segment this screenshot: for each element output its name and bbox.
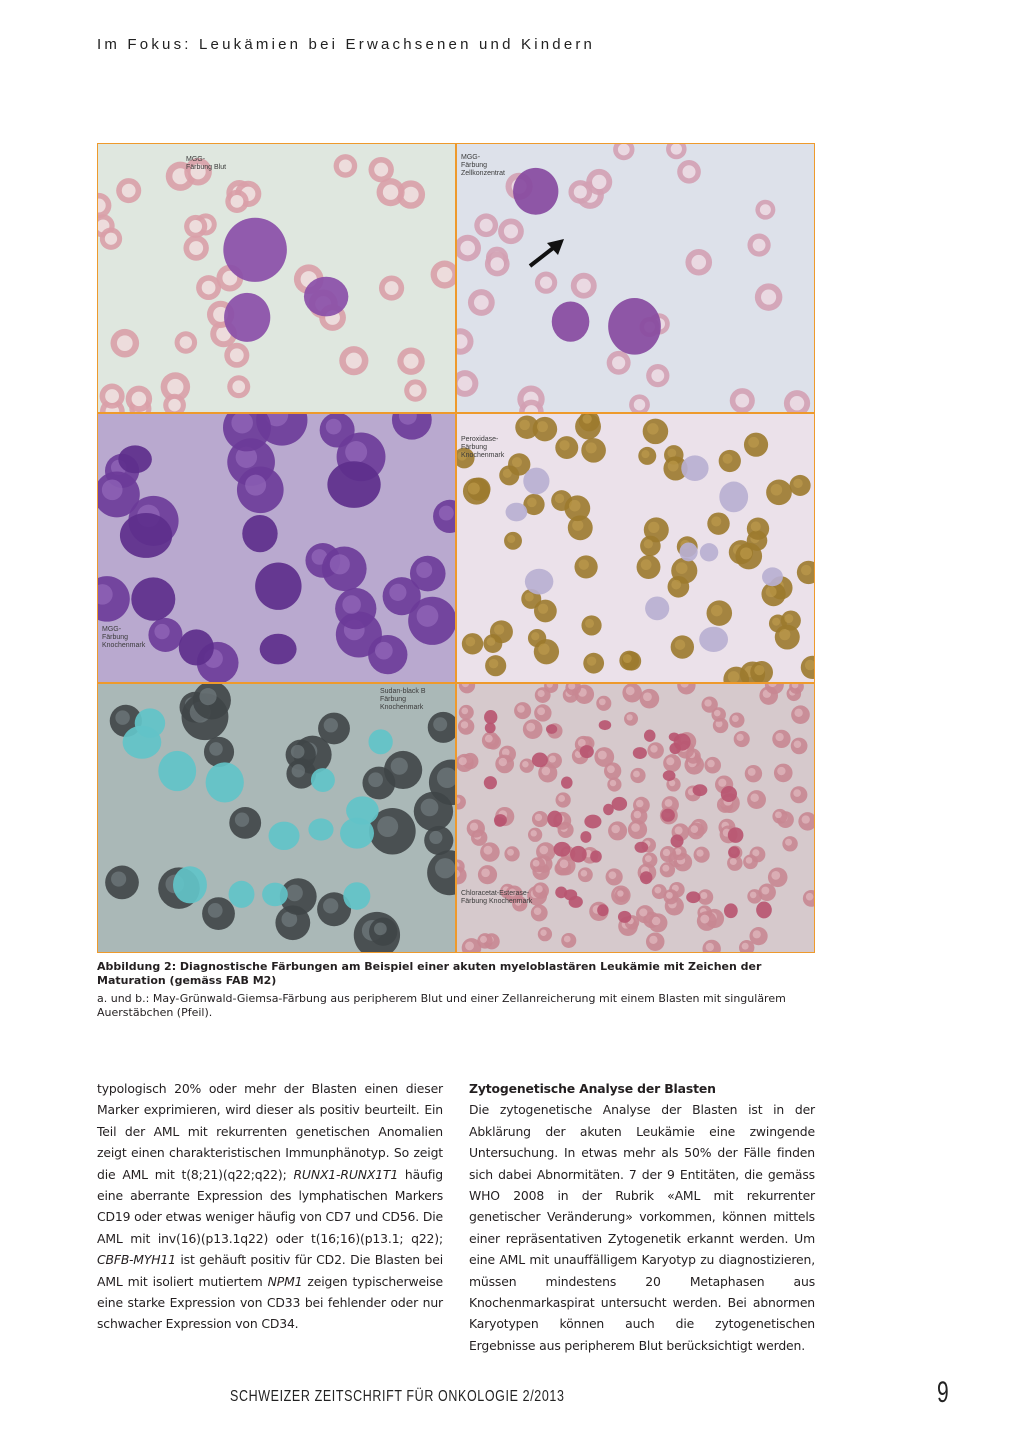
body-paragraph: typologisch 20% oder mehr der Blasten einen dieser Marker exprimieren, wird dieser als positiv beurteilt. Ein Teil der AML mit rekurrenten genetischen Anomalien zeigt einen charakteristischen Immunphänotyp. So zeigt die AML mit t(8;21)(q22;q22); RUNX1-RUNX1T1 häufig eine aberrante Expression des lymphatischen Markers CD19 oder etwas weniger häufig von CD7 und CD56. Die AML mit inv(16)(p13.1q22) oder t(16;16)(p13.1; q22); CBFB-MYH11 ist gehäuft positiv für CD2. Die Blasten bei AML mit isoliert mutiertem NPM1 zeigen typischerweise eine starke Expression von CD33 bei fehlender oder nur schwacher Expression von CD34. — [97, 1081, 444, 1332]
micrograph-peroxidase — [457, 414, 814, 682]
panel-label: Chloracetat-Esterase- Färbung Knochenmark — [461, 890, 533, 905]
panel-label: MGG- Färbung Blut — [186, 156, 227, 171]
figure-panel-mgg-concentrate — [456, 143, 815, 413]
arrow-icon — [527, 237, 567, 269]
figure-stain-grid — [97, 143, 815, 953]
figure-panel-sudan-black — [97, 683, 456, 953]
gene-name: RUNX1-RUNX1T1 — [293, 1166, 399, 1182]
figure-panel-mgg-marrow — [97, 413, 456, 683]
figure-panel-chloracetate-esterase — [456, 683, 815, 953]
panel-label: Peroxidase- Färbung Knochenmark — [461, 436, 505, 459]
body-column-right — [469, 1078, 815, 1356]
micrograph-mgg-concentrate — [457, 144, 814, 412]
micrograph-mgg-marrow — [98, 414, 455, 682]
running-header: Im Fokus: Leukämien bei Erwachsenen und Kindern — [97, 36, 596, 53]
gene-name: CBFB-MYH11 — [97, 1252, 176, 1268]
figure-panel-mgg-blood — [97, 143, 456, 413]
panel-label: MGG- Färbung Knochenmark — [102, 626, 146, 649]
page-number: 9 — [937, 1376, 949, 1409]
body-paragraph: Die zytogenetische Analyse der Blasten ist in der Abklärung der akuten Leukämie eine zwingende Untersuchung. In etwas mehr als 50% der Fälle finden sich dabei Abnormitäten. 7 der 9 Entitäten, die gemäss WHO 2008 in der Rubrik «AML mit rekurrenter genetischer Veränderung» vorkommen, können mittels einer repräsentativen Zytogenetik erkannt werden. Um eine AML mit unauffälligem Karyotyp zu diagnostizieren, müssen mindestens 20 Metaphasen aus Knochenmarkaspirat untersucht werden. Bei abnormen Karyotypen können auch die zytogenetischen Ergebnisse aus peripherem Blut berücksichtigt werden. — [469, 1102, 815, 1353]
figure-caption — [97, 960, 817, 1020]
caption-title: Abbildung 2: Diagnostische Färbungen am Beispiel einer akuten myeloblastären Leukämie mit Zeichen der Maturation (gemäss FAB M2) — [97, 960, 762, 987]
panel-label: MGG- Färbung Zellkonzentrat — [461, 154, 505, 177]
micrograph-sudan-black — [98, 684, 455, 952]
micrograph-mgg-blood — [98, 144, 455, 412]
figure-panel-peroxidase — [456, 413, 815, 683]
section-heading: Zytogenetische Analyse der Blasten — [469, 1081, 716, 1096]
gene-name: NPM1 — [267, 1273, 303, 1289]
panel-label: Sudan-black B Färbung Knochenmark — [380, 688, 426, 711]
footer-journal-title: SCHWEIZER ZEITSCHRIFT FÜR ONKOLOGIE 2/2013 — [230, 1388, 565, 1405]
body-column-left — [97, 1078, 443, 1335]
caption-text: a. und b.: May-Grünwald-Giemsa-Färbung aus peripherem Blut und einer Zellanreicherung mit einem Blasten mit singulärem Auerstäbchen (Pfeil). — [97, 992, 786, 1019]
micrograph-chloracetate-esterase — [457, 684, 814, 952]
